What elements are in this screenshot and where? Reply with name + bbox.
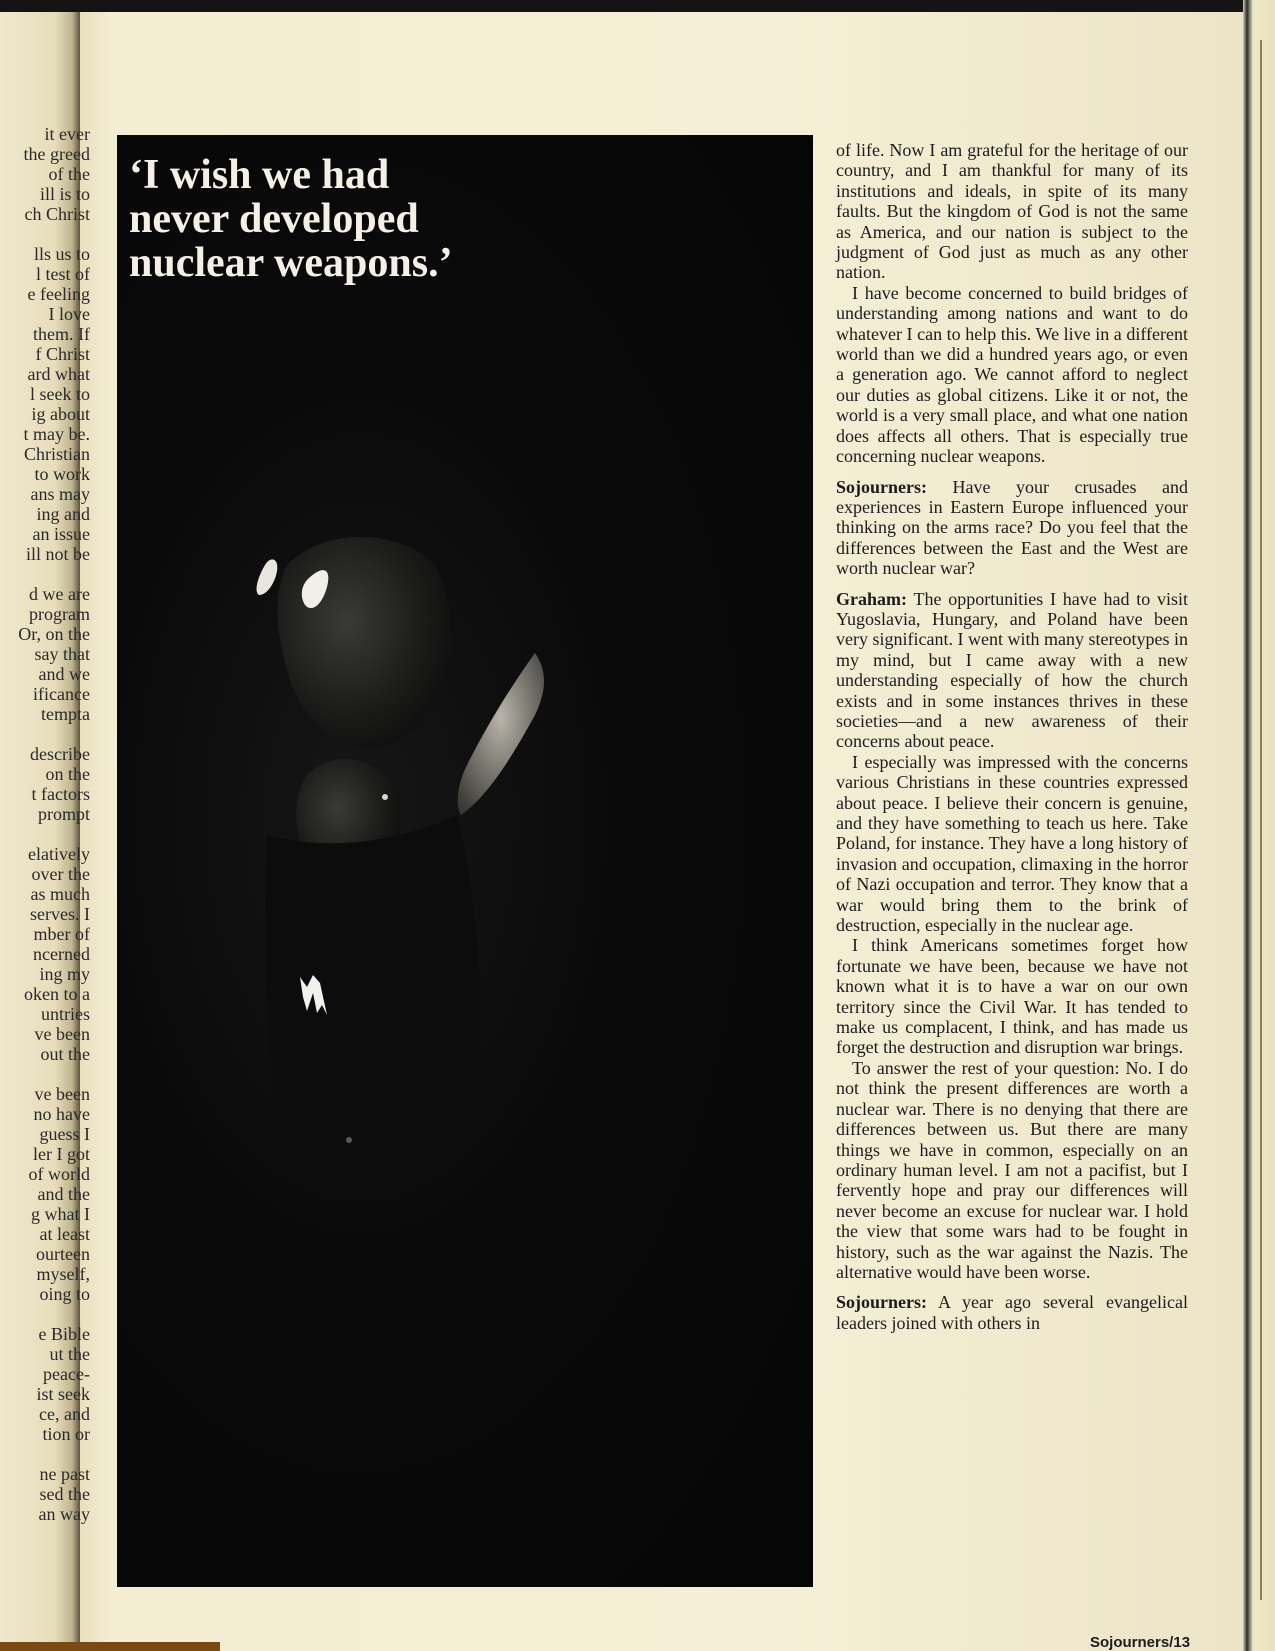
facing-page-line: it ever: [44, 124, 90, 144]
paragraph-text: The opportunities I have had to visit Yugoslavia, Hungary, and Poland have been very significant. I went with many stereotypes in my mind, but I came away with a new understanding especially of how the church exists and in some instances thrives in these societies—and a new awareness of their concerns about peace.: [836, 588, 1188, 752]
facing-page-line: oing to: [39, 1284, 90, 1304]
facing-page-line: at least: [39, 1224, 90, 1244]
facing-page-line: the greed: [23, 144, 90, 164]
facing-page-line: e Bible: [38, 1324, 90, 1344]
facing-page-line: untries: [41, 1004, 90, 1024]
paragraph-text: I think Americans sometimes forget how fortunate we have been, because we have not known what it is to have a war on our own territory since the Civil War. It has tended to make us complacent, I think, and has made us forget the destruction and disruption war brings.: [836, 935, 1188, 1058]
article-paragraph: [836, 1292, 1188, 1333]
facing-page-line: t may be.: [23, 424, 90, 444]
facing-page-edge: [0, 12, 90, 1651]
head-silhouette: [278, 537, 451, 749]
portrait-photo: [117, 135, 813, 1587]
facing-page-line: mber of: [33, 924, 90, 944]
facing-page-line: ing and: [36, 504, 90, 524]
facing-page-gap: [0, 1064, 90, 1084]
speaker-label: Sojourners:: [836, 1292, 927, 1313]
article-paragraph: [836, 1058, 1188, 1282]
facing-page-line: ncerned: [33, 944, 90, 964]
facing-page-gap: [0, 224, 90, 244]
shirt-collar: [458, 653, 544, 815]
facing-page-line: ill not be: [26, 544, 90, 564]
article-paragraph: [836, 477, 1188, 579]
facing-page-line: and we: [38, 664, 90, 684]
facing-page-line: ans may: [30, 484, 90, 504]
headline-line-1: ‘I wish we had: [129, 152, 390, 198]
article-body-column: [836, 140, 1188, 1333]
speck: [346, 1137, 352, 1143]
facing-page-line: of the: [48, 164, 90, 184]
speaker-label: Graham:: [836, 588, 907, 609]
article-paragraph: [836, 589, 1188, 752]
speaker-label: Sojourners:: [836, 476, 927, 497]
facing-page-line: and the: [37, 1184, 90, 1204]
facing-page-line: to work: [34, 464, 90, 484]
facing-page-line: on the: [45, 764, 90, 784]
facing-page-line: e feeling: [27, 284, 90, 304]
facing-page-text-column: [0, 124, 90, 1524]
facing-page-line: oken to a: [24, 984, 90, 1004]
facing-page-line: sed the: [39, 1484, 90, 1504]
facing-page-line: ve been: [34, 1084, 90, 1104]
facing-page-gap: [0, 724, 90, 744]
facing-page-line: them. If: [33, 324, 90, 344]
facing-page-line: of world: [28, 1164, 90, 1184]
facing-page-line: ut the: [49, 1344, 90, 1364]
facing-page-line: Christian: [24, 444, 90, 464]
page-folio: Sojourners/13: [1090, 1634, 1191, 1651]
facing-page-line: prompt: [38, 804, 90, 824]
facing-page-line: ler I got: [33, 1144, 90, 1164]
facing-page-line: an way: [38, 1504, 90, 1524]
facing-page-line: over the: [31, 864, 90, 884]
facing-page-line: tion or: [42, 1424, 90, 1444]
facing-page-line: ne past: [39, 1464, 90, 1484]
page-stack-line: [1260, 40, 1262, 1600]
facing-page-line: ce, and: [39, 1404, 90, 1424]
facing-page-line: Or, on the: [18, 624, 90, 644]
facing-page-line: out the: [40, 1044, 90, 1064]
facing-page-line: lls us to: [33, 244, 90, 264]
facing-page-line: serves. I: [30, 904, 90, 924]
facing-page-gap: [0, 824, 90, 844]
paragraph-text: I have become concerned to build bridges of understanding among nations and want to do whatever I can to help this. We live in a different world than we did a hundred years ago, or even a generation ago. We cannot afford to neglect our duties as global citizens. Like it or not, the world is a very small place, and what one nation does affects all others. That is especially true concerning nuclear weapons.: [836, 282, 1188, 467]
facing-page-line: f Christ: [35, 344, 90, 364]
paragraph-text: of life. Now I am grateful for the heritage of our country, and I am thankful for many of its institutions and ideals, in spite of its many faults. But the kingdom of God is not the same as America, and our nation is subject to the judgment of God just as much as any other nation.: [836, 140, 1188, 283]
facing-page-line: ourteen: [36, 1244, 90, 1264]
facing-page-line: guess I: [39, 1124, 90, 1144]
facing-page-line: l seek to: [30, 384, 90, 404]
paragraph-text: A year ago several evangelical leaders joined with others in: [836, 1292, 1188, 1333]
facing-page-line: ch Christ: [24, 204, 90, 224]
facing-page-line: myself,: [36, 1264, 90, 1284]
facing-page-line: ve been: [34, 1024, 90, 1044]
facing-page-line: I love: [48, 304, 90, 324]
ear-highlight: [257, 559, 278, 595]
facing-page-line: ificance: [33, 684, 90, 704]
pull-quote-headline: [129, 153, 453, 285]
headline-line-3: nuclear weapons.’: [129, 240, 453, 286]
facing-page-gap: [0, 1444, 90, 1464]
article-paragraph: [836, 283, 1188, 467]
facing-page-line: g what I: [31, 1204, 90, 1224]
facing-page-gap: [0, 1304, 90, 1324]
facing-page-line: ist seek: [36, 1384, 90, 1404]
article-paragraph: [836, 140, 1188, 283]
facing-page-line: program: [29, 604, 90, 624]
facing-page-line: describe: [30, 744, 90, 764]
facing-page-line: ing my: [39, 964, 90, 984]
paragraph-text: Have your crusades and experiences in Eastern Europe influenced your thinking on the arms race? Do you feel that the differences between the East and the West are worth nuclear war?: [836, 476, 1188, 579]
binding-edge: [0, 1642, 220, 1651]
cufflink-highlight: [382, 794, 388, 800]
jacket-silhouette: [265, 815, 481, 1146]
facing-page-line: peace-: [43, 1364, 90, 1384]
facing-page-line: t factors: [31, 784, 90, 804]
scan-top-edge: [0, 0, 1275, 12]
facing-page-line: as much: [30, 884, 90, 904]
scan-right-edge: [1243, 0, 1275, 1651]
headline-line-2: never developed: [129, 196, 419, 242]
facing-page-line: ill is to: [39, 184, 90, 204]
facing-page-line: ard what: [27, 364, 90, 384]
facing-page-line: elatively: [28, 844, 90, 864]
photo-figure: [117, 135, 813, 1587]
article-paragraph: [836, 752, 1188, 936]
facing-page-line: an issue: [32, 524, 90, 544]
facing-page-line: l test of: [36, 264, 90, 284]
facing-page-line: d we are: [29, 584, 90, 604]
facing-page-line: tempta: [41, 704, 90, 724]
facing-page-gap: [0, 564, 90, 584]
paragraph-text: I especially was impressed with the concerns various Christians in these countries expressed about peace. I believe their concern is genuine, and they have something to teach us here. Take Poland, for instance. They have a long history of invasion and occupation, climaxing in the horror of Nazi occupation and terror. They know that a war would bring them to the brink of destruction, especially in the nuclear age.: [836, 751, 1188, 936]
facing-page-line: ig about: [31, 404, 90, 424]
facing-page-line: no have: [33, 1104, 90, 1124]
article-paragraph: [836, 935, 1188, 1057]
facing-page-line: say that: [34, 644, 90, 664]
paragraph-text: To answer the rest of your question: No. I do not think the present differences are worth a nuclear war. There is no denying that there are differences between us. But there are many things we have in common, especially on an ordinary human level. I am not a pacifist, but I fervently hope and pray our differences will never become an excuse for nuclear war. I hold the view that some wars had to be fought in history, such as the war against the Nazis. The alternative would have been worse.: [836, 1057, 1188, 1282]
